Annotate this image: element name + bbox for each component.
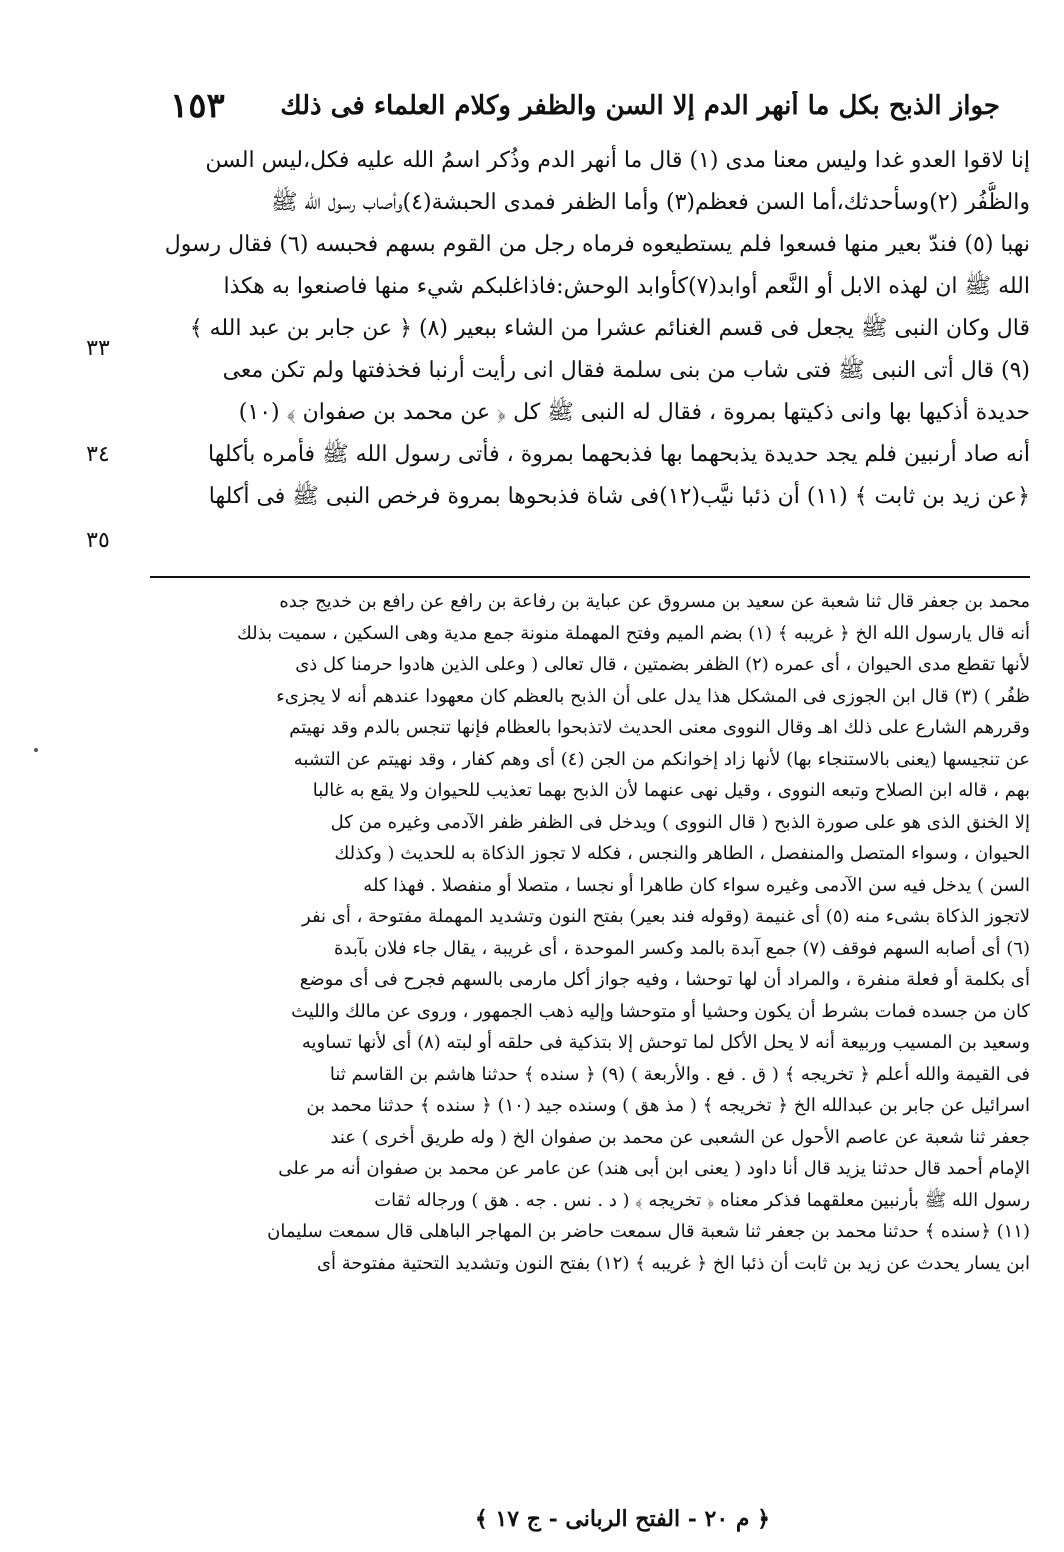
page-header xyxy=(170,78,1020,134)
footnote-line: ابن يسار يحدث عن زيد بن ثابت أن ذئبا الخ ﴿ غريبه ﴾ (١٢) بفتح النون وتشديد التحتية مفتوحة أى xyxy=(316,1252,1030,1274)
footnote-line: وسعيد بن المسيب وربيعة أنه لا يحل الأكل لما توحش إلا بتذكية فى حلقه أو لبته (٨) أى لأنها تساويه xyxy=(301,1032,1030,1053)
main-line: ﴿عن زيد بن ثابت ﴾ (١١) أن ذئبا نيَّب(١٢)فى شاة فذبحوها بمروة فرخص النبى ﷺ فى أكلها xyxy=(208,484,1030,509)
footnote-line: ظفُر ) (٣) قال ابن الجوزى فى المشكل هذا يدل على أن الذبح بالعظم كان معهودا عندهم أنه لا يجزىء xyxy=(276,685,1030,707)
footnote-line: لاتجوز الذكاة بشىء منه (٥) أى غنيمة (وقوله فند بعير) بفتح النون وتشديد المهملة مفتوحة ، أى نفر xyxy=(302,906,1030,927)
footnote-line: إلا الخنق الذى هو على صورة الذبح ( قال النووى ) ويدخل فى الظفر ظفر الآدمى وغيره من كل xyxy=(330,811,1030,833)
page-number: ١٥٣ xyxy=(170,86,225,126)
footnote-line: الحيوان ، وسواء المتصل والمنفصل ، الطاهر والنجس ، فكله لا تجوز الذكاة به للحديث ( وكذلك xyxy=(334,843,1030,864)
footnote-line: كان من جسده فمات بشرط أن يكون وحشيا أو متوحشا وإليه ذهب الجمهور ، وروى عن مالك والليث xyxy=(291,1000,1030,1022)
footnote-line: جعفر ثنا شعبة عن عاصم الأحول عن الشعبى عن محمد بن صفوان الخ ( وله طريق أخرى ) عند xyxy=(330,1126,1030,1148)
running-title: جواز الذبح بكل ما أنهر الدم إلا السن والظفر وكلام العلماء فى ذلك xyxy=(280,91,1000,121)
footnotes-block xyxy=(150,586,1030,1279)
main-line: أنه صاد أرنبين فلم يجد حديدة يذبحهما بها فذبحهما بمروة ، فأتى رسول الله ﷺ فأمره بأكلها xyxy=(207,442,1030,467)
footnote-divider xyxy=(150,576,1030,578)
main-line: قال وكان النبى ﷺ يجعل فى قسم الغنائم عشرا من الشاء ببعير (٨) ﴿ عن جابر بن عبد الله ﴾ xyxy=(189,316,1030,341)
footnote-line: (١١) ﴿سنده ﴾ حدثنا محمد بن جعفر ثنا شعبة قال سمعت حاضر بن المهاجر الباهلى قال سمعت سليمان xyxy=(267,1221,1030,1242)
main-line: الله ﷺ ان لهذه الابل أو النَّعم أوابد(٧)كأوابد الوحش:فاذاغلبكم شيء منها فاصنعوا به هكذا xyxy=(223,274,1030,299)
main-line: (٩) قال أتى النبى ﷺ فتى شاب من بنى سلمة فقال انى رأيت أرنبا فخذفتها ولم تكن معى xyxy=(222,358,1030,383)
footnote-line: رسول الله ﷺ بأرنبين معلقهما فذكر معناه ﴿ تخريجه ﴾ ( د . نس . جه . هق ) ورجاله ثقات xyxy=(374,1189,1030,1211)
footnote-line: وقررهم الشارع على ذلك اهـ وقال النووى معنى الحديث لاتذبحوا بالعظام فإنها تنجس بالدم وقد نهيتم xyxy=(289,717,1030,738)
footnote-line: عن تنجيسها (يعنى بالاستنجاء بها) لأنها زاد إخوانكم من الجن (٤) أى وهم كفار ، وقد نهيتم عن التشبه xyxy=(293,748,1030,770)
footnote-line: أنه قال يارسول الله الخ ﴿ غريبه ﴾ (١) بضم الميم وفتح المهملة منونة جمع مدية وهى السكين ، سميت بذلك xyxy=(236,622,1030,644)
margin-dot xyxy=(34,748,38,752)
footnote-line: فى القيمة والله أعلم ﴿ تخريجه ﴾ ( ق . فع . والأربعة ) (٩) ﴿ سنده ﴾ حدثنا هاشم بن القاسم ثنا xyxy=(329,1063,1030,1085)
hadith-number: ٣٤ xyxy=(86,442,110,467)
footnote-line: (٦) أى أصابه السهم فوقف (٧) جمع آبدة بالمد وكسر الموحدة ، أى غريبة ، يقال جاء فلان بآبدة xyxy=(333,937,1030,959)
footnote-line: لأنها تقطع مدى الحيوان ، أى عمره (٢) الظفر بضمتين ، قال تعالى ( وعلى الذين هادوا حرمنا كل ذى xyxy=(295,654,1030,675)
hadith-number: ٣٥ xyxy=(86,528,110,553)
hadith-number: ٣٣ xyxy=(86,336,110,361)
main-line: نهبا (٥) فندّ بعير منها فسعوا فلم يستطيعوه فرماه رجل من القوم بسهم فحبسه (٦) فقال رسول xyxy=(164,232,1030,257)
footnote-line: السن ) يدخل فيه سن الآدمى وغيره سواء كان طاهرا أو نجسا ، متصلا أو منفصلا . فهذا كله xyxy=(363,874,1030,896)
footnote-line: اسرائيل عن جابر بن عبدالله الخ ﴿ تخريجه ﴾ ( مذ هق ) وسنده جيد (١٠) ﴿ سنده ﴾ حدثنا محمد بن xyxy=(306,1095,1030,1116)
footnote-line: الإمام أحمد قال حدثنا يزيد قال أنا داود ( يعنى ابن أبى هند) عن عامر عن محمد بن صفوان أنه مر على xyxy=(278,1158,1030,1179)
main-line: إنا لاقوا العدو غدا وليس معنا مدى (١) قال ما أنهر الدم وذُكر اسمُ الله عليه فكل،ليس السن xyxy=(205,148,1030,173)
footnote-line: بهم ، قاله ابن الصلاح وتبعه النووى ، وقيل نهى عنهما لأن الذبح بهما تعذيب للحيوان ولا يقع به غالبا xyxy=(312,780,1030,801)
footnote-line: أى بكلمة أو فعلة منفرة ، والمراد أن لها توحشا ، وفيه جواز أكل مارمى بالسهم فجرح فى أى موضع xyxy=(299,969,1030,990)
main-line: حديدة أذكيها بها وانى ذكيتها بمروة ، فقال له النبى ﷺ كل ﴿ عن محمد بن صفوان ﴾ (١٠) xyxy=(238,400,1030,425)
footnote-line: محمد بن جعفر قال ثنا شعبة عن سعيد بن مسروق عن عباية بن رفاعة بن رافع عن رافع بن خديج جده xyxy=(279,591,1030,612)
main-text-block xyxy=(150,140,1030,518)
main-line: والظُّفُر (٢)وسأحدثك،أما السن فعظم(٣) وأما الظفر فمدى الحبشة(٤)وأصاب رسول الله ﷺ xyxy=(270,190,1030,215)
signature-line: ﴿ م ٢٠ - الفتح الربانى - ج ١٧ ﴾ xyxy=(474,1506,770,1532)
